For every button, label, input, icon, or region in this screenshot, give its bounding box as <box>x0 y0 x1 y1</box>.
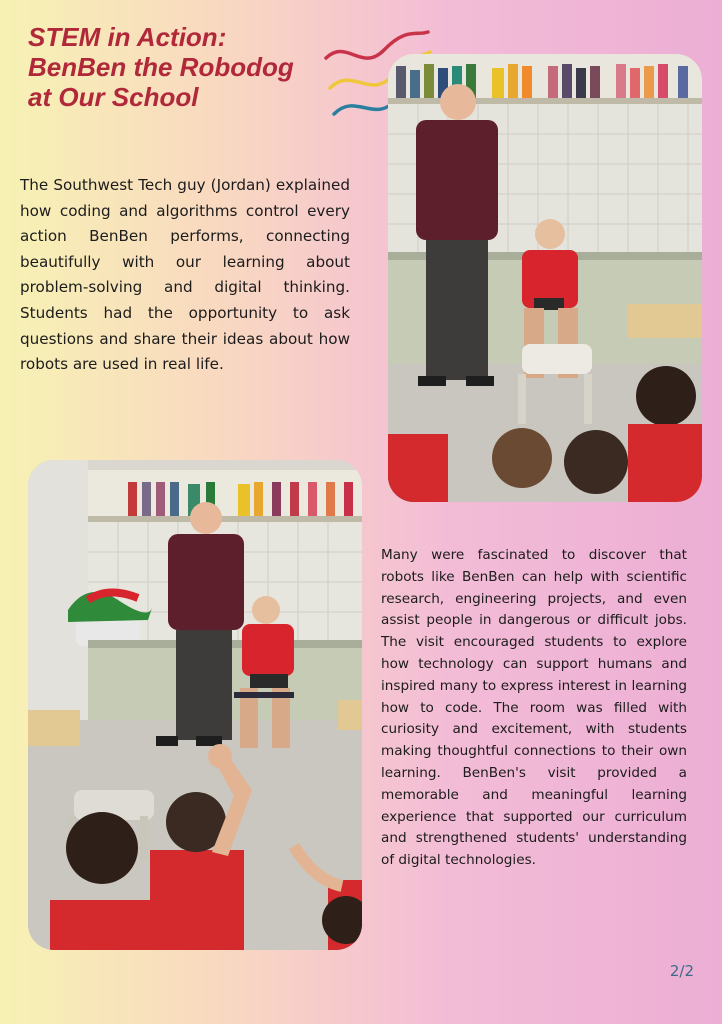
title-line-1: STEM in Action: <box>28 22 227 52</box>
title-line-2: BenBen the Robodog <box>28 52 294 82</box>
photo-student-raising-hand <box>28 460 362 950</box>
closing-paragraph: Many were fascinated to discover that robots like BenBen can help with scientific research, engineering projects, and even assist people in dangerous or difficult jobs. The visit encouraged students to explore how technology can support humans and inspired many to express interest in learning how to code. The room was filled with curiosity and excitement, with students making thoughtful connections to their own learning. BenBen's visit provided a memorable and meaningful learning experience that supported our curriculum and strengthened students' understanding of digital technologies. <box>381 547 687 869</box>
page-number: 2/2 <box>669 962 694 980</box>
photo-presenter-with-robodog <box>388 54 702 502</box>
page-title <box>28 22 328 112</box>
title-line-3: at Our School <box>28 82 199 112</box>
intro-paragraph: The Southwest Tech guy (Jordan) explained how coding and algorithms control every action BenBen performs, connecting beautifully with our learning about problem-solving and digital thinking. Students had the opportunity to ask questions and share their ideas about how robots are used in real life. <box>20 176 350 374</box>
